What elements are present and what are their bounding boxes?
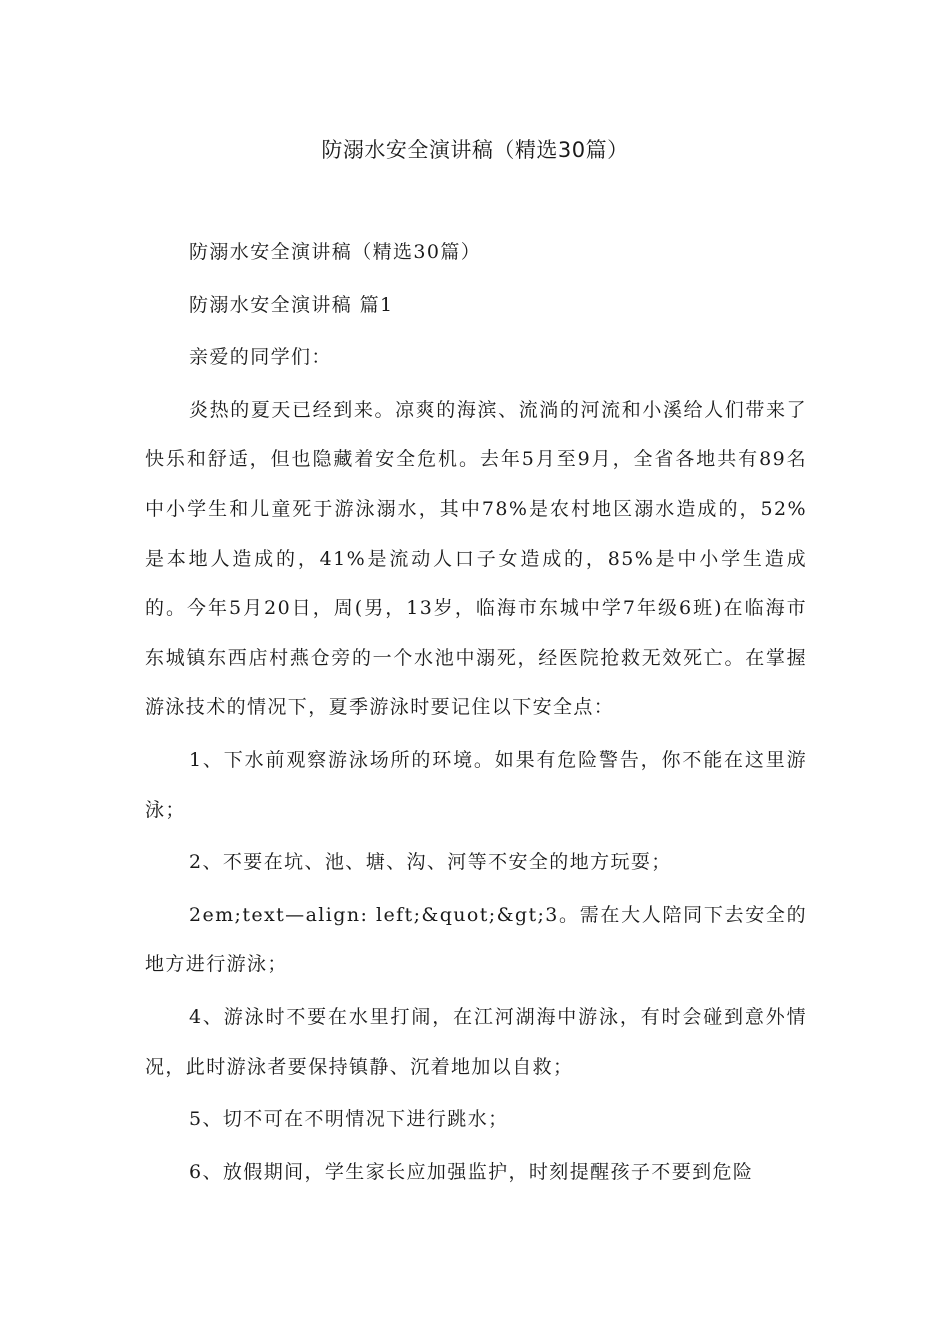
- paragraph-subtitle: 防溺水安全演讲稿（精选30篇）: [189, 241, 482, 263]
- paragraph-point-3: 2em;text—align: left;&quot;&gt;3。需在大人陪同下去安全的地方进行游泳；: [145, 903, 807, 976]
- paragraph-point-5: 5、切不可在不明情况下进行跳水；: [189, 1108, 509, 1131]
- paragraph-salutation: 亲爱的同学们：: [189, 346, 332, 369]
- document-body: [145, 228, 807, 1200]
- paragraph-point-4: 4、游泳时不要在水里打闹，在江河湖海中游泳，有时会碰到意外情况，此时游泳者要保持镇静、沉着地加以自救；: [145, 1005, 807, 1078]
- document-title: 防溺水安全演讲稿（精选30篇）: [321, 138, 629, 162]
- paragraph-intro: 炎热的夏天已经到来。凉爽的海滨、流淌的河流和小溪给人们带来了快乐和舒适，但也隐藏着安全危机。去年5月至9月，全省各地共有89名中小学生和儿童死于游泳溺水，其中78%是农村地区溺水造成的，52%是本地人造成的，41%是流动人口子女造成的，85%是中小学生造成的。今年5月20日，周(男，13岁，临海市东城中学7年级6班)在临海市东城镇东西店村燕仓旁的一个水池中溺死，经医院抢救无效死亡。在掌握游泳技术的情况下，夏季游泳时要记住以下安全点：: [145, 398, 807, 719]
- paragraph-point-2: 2、不要在坑、池、塘、沟、河等不安全的地方玩耍；: [189, 851, 672, 874]
- paragraph-point-1: 1、下水前观察游泳场所的环境。如果有危险警告，你不能在这里游泳；: [145, 748, 807, 821]
- paragraph-section-heading: 防溺水安全演讲稿 篇1: [189, 293, 394, 316]
- paragraph-point-6: 6、放假期间，学生家长应加强监护，时刻提醒孩子不要到危险: [189, 1160, 754, 1183]
